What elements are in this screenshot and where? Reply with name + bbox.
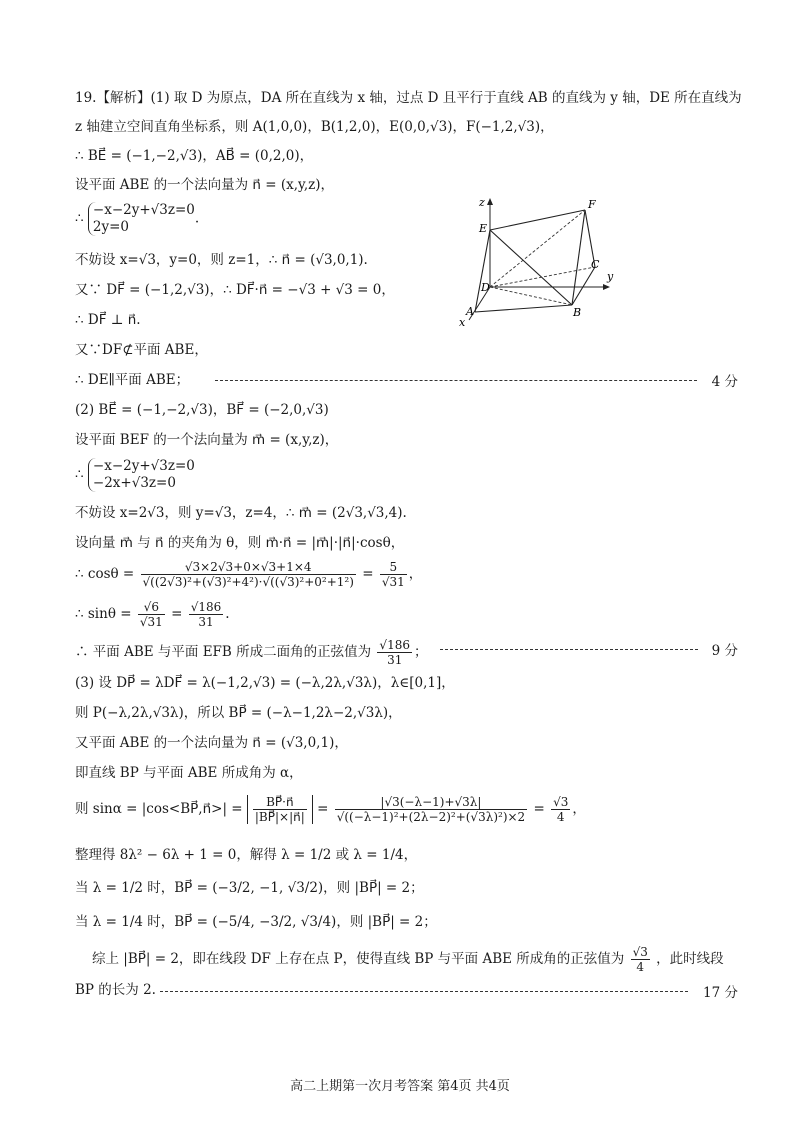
label-b: B [573,306,582,319]
sin-alpha-denominator-2: √((−λ−1)²+(2λ−2)²+(√3λ)²)×2 [336,810,526,824]
cos-theta-result [380,560,407,589]
solution-line-9: 又∵DF⊄平面 ABE， [75,342,208,358]
solution-line-25: 当 λ = 1/2 时，BP⃗ = (−3/2, −1, √3/2)，则 |BP⃗| = 2； [75,880,424,896]
solution-line-7: 又∵ DF⃗ = (−1,2,√3)，∴ DF⃗·n⃗ = −√3 + √3 = 0， [75,282,395,298]
sin-theta-fraction-1 [138,600,165,629]
cos-theta-numerator: √3×2√3+0×√3+1×4 [141,560,356,575]
solution-line-28: BP 的长为 2. [75,982,156,998]
cos-theta-result-denominator: √31 [381,575,405,589]
edge-cb [572,267,595,305]
dotted-leader-1 [215,380,697,381]
sin-alpha-fraction-2 [335,795,528,824]
dihedral-answer-fraction [377,638,412,667]
solution-line-12: 设平面 BEF 的一个法向量为 m⃗ = (x,y,z)， [75,432,339,448]
sin-theta-fraction-2 [189,600,224,629]
equation-system-2: ∴ −x−2y+√3z=0 −2x+√3z=0 [75,458,195,491]
solution-line-22: 即直线 BP 与平面 ABE 所成角为 α， [75,765,303,781]
cos-theta-formula: ∴ cosθ = $\frac{√3\times 2√3+0\times√3+1\times 4}{\text{√((2√3)²+(√3)²+4²)·√((√3)²+0²+1²)}}$ = $\frac{5}{√31}$ ， [75,560,423,589]
conclusion-text: 综上 |BP⃗| = 2，即在线段 DF 上存在点 P，使得直线 BP 与平面 ABE 所成角的正弦值为 [92,951,625,967]
edge-eb [490,230,572,305]
solution-line-20: 则 P(−λ,2λ,√3λ)，所以 BP⃗ = (−λ−1,2λ−2,√3λ)， [75,705,402,721]
solution-line-6: 不妨设 x=√3，y=0，则 z=1，∴ n⃗ = (√3,0,1). [75,252,368,268]
cos-theta-result-numerator: 5 [380,560,407,575]
solution-line-19: (3) 设 DP⃗ = λDF⃗ = λ(−1,2,√3) = (−λ,2λ,√3λ)，λ∈[0,1]， [75,675,455,691]
conclusion-numerator: √3 [632,945,648,959]
label-x: x [459,316,466,329]
solution-line-24: 整理得 8λ² − 6λ + 1 = 0，解得 λ = 1/2 或 λ = 1/4， [75,847,418,863]
solution-line-26: 当 λ = 1/4 时，BP⃗ = (−5/4, −3/2, √3/4)，则 |BP⃗| = 2； [75,914,437,930]
sin-alpha-result-numerator: √3 [553,795,569,809]
system-1-row-2: 2y=0 [92,219,130,235]
edge-ab [475,305,572,312]
dotted-leader-3 [160,991,688,992]
z-axis-arrow [487,198,493,205]
sin-theta-prefix: ∴ sinθ = [75,606,132,622]
system-1-row-1: −x−2y+√3z=0 [92,202,195,218]
solution-line-11: (2) BE⃗ = (−1,−2,√3)，BF⃗ = (−2,0,√3) [75,402,329,418]
dihedral-answer-numerator: √186 [379,638,410,652]
sin-alpha-numerator-2: |√3(−λ−1)+√3λ| [335,795,528,810]
label-c: C [591,258,600,271]
system-2-row-2: −2x+√3z=0 [92,475,176,491]
score-mark-2: 9 分 [711,643,738,659]
cos-theta-denominator: √((2√3)²+(√3)²+4²)·√((√3)²+0²+1²) [142,575,354,589]
sin-theta-denominator-1: √31 [139,615,163,629]
sin-alpha-result [551,795,570,824]
solution-line-15: 设向量 m⃗ 与 n⃗ 的夹角为 θ，则 m⃗·n⃗ = |m⃗|·|n⃗|·cosθ， [75,535,405,551]
conclusion-line [92,945,724,974]
conclusion-fraction [631,945,650,974]
sin-alpha-result-denominator: 4 [556,810,565,824]
solution-line-14: 不妨设 x=2√3，则 y=√3，z=4，∴ m⃗ = (2√3,√3,4). [75,505,407,521]
label-d: D [481,281,490,294]
system-2-row-1: −x−2y+√3z=0 [92,458,195,474]
conclusion-tail: ，此时线段 [656,951,724,967]
cos-theta-equals: = [362,566,374,582]
dihedral-answer-line: ∴ 平面 ABE 与平面 EFB 所成二面角的正弦值为 $\frac{√186}{31}$ ； [75,638,428,667]
dihedral-answer-denominator: 31 [387,653,403,667]
solution-line-10: ∴ DE∥平面 ABE； [75,372,190,388]
sin-alpha-formula: 则 sinα = |cos<BP⃗,n⃗>| = $\frac{BP⃗\cdot n⃗}{|BP⃗|\times|n⃗|}$ = $\frac{|√3(-\lambda-1)+√3\lambda|}{\text{√((−λ−1)²+(2λ−2)²+(√3λ)²)×2}}$ = $\frac{√3}{4}$ ， [75,795,586,824]
conclusion-denominator: 4 [636,960,645,974]
score-mark-1: 4 分 [711,374,738,390]
edge-df [490,210,585,287]
label-a: A [466,305,474,318]
edge-fb [572,210,585,305]
sin-theta-formula: ∴ sinθ = $\frac{√6}{√31}$ = $\frac{√186}{31}$ . [75,600,230,629]
sin-alpha-prefix: 则 sinα = |cos<BP⃗,n⃗>| = [75,801,243,817]
sin-alpha-fraction-1 [253,795,307,824]
equation-system-1: ∴ −x−2y+√3z=0 2y=0. [75,202,200,235]
sin-theta-equals: = [171,606,183,622]
solution-line-3: ∴ BE⃗ = (−1,−2,√3)，AB⃗ = (0,2,0)， [75,148,314,164]
sin-theta-numerator-1: √6 [138,600,165,615]
score-mark-3: 17 分 [703,985,738,1001]
solution-line-21: 又平面 ABE 的一个法向量为 n⃗ = (√3,0,1)， [75,735,348,751]
label-e: E [479,222,488,235]
edge-db [490,287,572,305]
solution-line-4: 设平面 ABE 的一个法向量为 n⃗ = (x,y,z)， [75,177,335,193]
dotted-leader-2 [440,649,698,650]
solution-line-1: 19.【解析】(1) 取 D 为原点，DA 所在直线为 x 轴，过点 D 且平行于直线 AB 的直线为 y 轴，DE 所在直线为 [75,90,742,106]
sin-alpha-numerator-1: BP⃗·n⃗ [253,795,307,810]
solution-line-2: z 轴建立空间直角坐标系，则 A(1,0,0)，B(1,2,0)，E(0,0,√3)，F(−1,2,√3)， [75,119,554,135]
edge-dc [490,267,595,287]
cos-theta-fraction [141,560,356,589]
label-z: z [479,196,485,209]
solution-line-8: ∴ DF⃗ ⊥ n⃗. [75,312,141,328]
geometry-figure [455,192,625,332]
dihedral-answer-text: ∴ 平面 ABE 与平面 EFB 所成二面角的正弦值为 [75,644,372,660]
page-footer: 高二上期第一次月考答案 第4页 共4页 [290,1079,510,1094]
cos-theta-prefix: ∴ cosθ = [75,566,135,582]
sin-theta-denominator-2: 31 [198,615,214,629]
label-f: F [588,198,596,211]
sin-alpha-denominator-1: |BP⃗|×|n⃗| [254,810,305,824]
edge-ef [490,210,585,230]
y-axis-arrow [603,284,610,290]
label-y: y [607,270,614,283]
sin-theta-numerator-2: √186 [190,600,222,614]
